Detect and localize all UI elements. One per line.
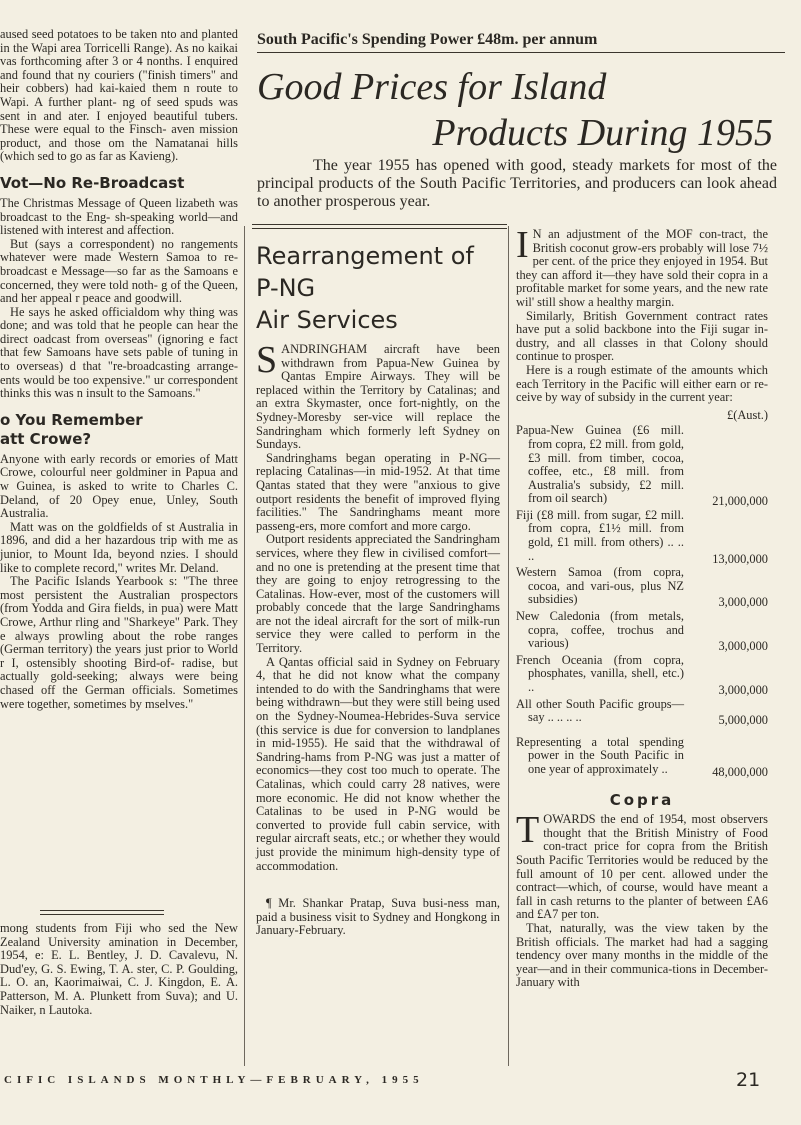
subsidy-row-amount: 3,000,000	[718, 595, 768, 610]
headline-line1: Good Prices for Island	[257, 66, 607, 108]
subsidy-row-label: Fiji (£8 mill. from sugar, £2 mill. from copra, £1½ mill. from gold, £1 mill. from others) .. .. ..	[516, 507, 684, 563]
subsidy-row-label: Papua-New Guinea (£6 mill. from copra, £2 mill. from gold, £3 mill. from timber, cocoa, coffee, etc., £8 mill. from Australia's subsidy, £2 mill. from oil search)	[516, 423, 684, 506]
subsidy-row	[516, 698, 768, 728]
mof-paragraph-2: Similarly, British Government contract rates have put a solid backbone into the Fiji sugar in-dustry, and all classes in that Colony should continue to prosper.	[516, 308, 768, 364]
left-column	[0, 28, 238, 711]
broadcast-paragraph-2: But (says a correspondent) no rangements whatever were made Western Samoa to re-broadcast e Message—so far as the Samoans e concerned, they were told noth- g of the Queen, and her appeal r peace and goodwill.	[0, 236, 238, 306]
middle-column	[256, 339, 500, 938]
right-column	[516, 224, 768, 990]
subsidy-row-amount: 3,000,000	[718, 683, 768, 697]
air-heading-line2: P-NG	[256, 274, 316, 302]
running-title-text: CIFIC ISLANDS MONTHLY—FEBRUARY, 1955	[4, 1074, 424, 1086]
table-unit: £(Aust.)	[727, 407, 768, 422]
subsidy-row-label: New Caledonia (from metals, copra, coffee, trochus and various)	[516, 609, 684, 651]
kicker-text: South Pacific's Spending Power £48m. per annum	[257, 31, 598, 48]
students-block	[0, 922, 238, 1017]
headline	[257, 64, 787, 156]
crowe-paragraph-1: Anyone with early records or emories of Matt Crowe, colourful neer goldminer in Papua and w Guinea, is asked to write to Charles C. Deland, of 20 Opey enue, Unley, South Australia.	[0, 451, 238, 521]
column-divider	[244, 226, 245, 1066]
copra-dropcap: T	[516, 809, 540, 852]
air-paragraph-4: A Qantas official said in Sydney on February 4, that he did not know what the company intended to do with the Sandringhams that were being withdrawn—but they were still being used on the Sydney-Noumea-Hebrides-Suva service (this service is due for conversion to landplanes in mid-1955). He said that the withdrawal of Sandring-hams from P-NG was just a matter of economics—they cost too much to operate. The Catalinas, which could carry 28 natives, were more economic. He did not know whether the Catalinas to be used in P-NG would be converted to provide full cabin service, with regular aircraft seats, etc.; or whether they would just provide the minimum high-density type of accommodation.	[256, 654, 500, 873]
crowe-paragraph-2: Matt was on the goldfields of st Australia in 1896, and did a her hazardous trip with me as junior, to Mount Ida, beyond nzies. I should like to complete record," writes Mr. Deland.	[0, 519, 238, 575]
subsidy-row	[516, 509, 768, 566]
air-heading-line1: Rearrangement of	[256, 242, 474, 270]
page-number: 21	[736, 1069, 761, 1091]
total-row	[516, 736, 768, 780]
total-table	[516, 736, 768, 780]
middle-divider	[508, 226, 509, 1066]
subsidy-row-amount: 13,000,000	[712, 551, 768, 566]
crowe-heading-line2: att Crowe?	[0, 429, 92, 448]
copra-heading: Copra	[609, 790, 675, 809]
header-rule	[257, 52, 785, 53]
mof-paragraph-1: N an adjustment of the MOF con-tract, the British coconut grow-ers probably will lose 7½ per cent. of the price they enjoyed in 1954. But they can afford it—they have sold their copra in a profitable market for some years, and the new rate wil' still show a healthy margin.	[516, 227, 768, 309]
subsidy-row-label: French Oceania (from copra, phosphates, vanilla, shell, etc.) ..	[516, 652, 684, 694]
broadcast-paragraph-3: He says he asked officialdom why thing was done; and was told that he people can hear the direct oadcast from overseas" (ignoring e fact that few Samoans have sets pable of tuning in to overseas) d that "re-broadcasting arrange- ents would be too expensive." ur correspondent thinks this was n insult to the Samoans."	[0, 304, 238, 401]
footer-running-title	[4, 1074, 604, 1086]
left-opening-paragraph: aused seed potatoes to be taken nto and planted in the Wapi area Torricelli Range). As no kaikai vas forthcoming after 3 or 4 nonths. I enquired and found that ny couriers ("finish timers" and heir cobbers) had kai-kaied them n route to Wapi. A further plant- ng of seed spuds was sent in and ater. I enjoyed beautiful tubers. These were equal to the Finsch- aven mission product, and those om the Namatanai hills (which sed to go as far as Kavieng).	[0, 27, 238, 164]
subsidy-row-label: Western Samoa (from copra, cocoa, and vari-ous, plus NZ subsidies)	[516, 565, 684, 607]
copra-paragraph-1: OWARDS the end of 1954, most observers thought that the British Ministry of Food con-tract price for copra from the British South Pacific Territories would be reduced by the full amount of 10 per cent. allowed under the contract—which, of course, would have meant a fall in cash returns to the planter of between £A6 and £A7 per ton.	[516, 812, 768, 922]
header-double-rule	[252, 224, 507, 229]
subsidy-table	[516, 424, 768, 727]
mof-dropcap: I	[516, 224, 529, 266]
air-heading-line3: Air Services	[256, 306, 398, 334]
students-paragraph: mong students from Fiji who sed the New Zealand University amination in December, 1954, e: E. L. Bentley, J. D. Cavalevu, N. Dud'ey, G. S. Ewing, T. A. ster, C. P. Goulding, L. O. an, Kaorimaiwai, C. J. Kingdon, E. A. Patterson, M. A. Plunkett from Suva); and U. Naiker, n Lautoka.	[0, 921, 238, 1017]
subsidy-row	[516, 424, 768, 509]
subsidy-row-amount: 3,000,000	[718, 639, 768, 654]
subsidy-row	[516, 654, 768, 698]
subsidy-row-label: All other South Pacific groups—say .. .. .. ..	[516, 696, 684, 725]
left-column-double-rule	[40, 910, 164, 915]
crowe-heading-line1: o You Remember	[0, 410, 143, 429]
air-paragraph-3: Outport residents appreciated the Sandringham services, where they flew in civilised comfort—and no one is pretending at the present time that they are going to enjoy retrogressing to the Catalinas. How-ever, most of the customers will probably concede that the large Sandringhams are not the ideal aircraft for the sort of milk-run service they were called to perform in the Territory.	[256, 532, 500, 656]
intro-text: The year 1955 has opened with good, steady markets for most of the principal products of the South Pacific Territories, and producers can look ahead to another prosperous year.	[257, 157, 777, 210]
air-paragraph-2: Sandringhams began operating in P-NG—replacing Catalinas—in mid-1952. At that time Qantas stated that they were "anxious to give outport residents the benefit of improved flying facilities." The Sandringhams meant more passeng-ers, more comfort and more cargo.	[256, 450, 500, 533]
air-paragraph-1: ANDRINGHAM aircraft have been withdrawn from Papua-New Guinea by Qantas Empire Airways. They will be replaced within the Territory by Catalinas; and an extra Skymaster, once fort-nightly, on the Sydney-Moresby ser-vice will replace the Sandringham which formerly left Sydney on Sundays.	[256, 342, 500, 452]
intro	[257, 157, 777, 211]
pratap-note: ¶ Mr. Shankar Pratap, Suva busi-ness man, paid a business visit to Sydney and Hongkong in January-February.	[256, 896, 500, 938]
air-services-heading	[256, 240, 506, 336]
total-label: Representing a total spending power in the South Pacific in one year of approximately ..	[516, 734, 684, 776]
air-dropcap: S	[256, 339, 278, 381]
kicker	[257, 30, 793, 49]
mof-paragraph-3: Here is a rough estimate of the amounts which each Territory in the Pacific will either earn or re-ceive by way of subsidy in the current year:	[516, 362, 768, 405]
total-amount: 48,000,000	[712, 764, 768, 779]
copra-paragraph-2: That, naturally, was the view taken by the British officials. The market had had a sagging tendency over many months in the middle of the year—and in their communica-tions in December-January with	[516, 920, 768, 990]
subsidy-row	[516, 610, 768, 654]
subsidy-row-amount: 21,000,000	[712, 494, 768, 509]
subsidy-row	[516, 566, 768, 610]
broadcast-paragraph-1: The Christmas Message of Queen lizabeth was broadcast to the Eng- sh-speaking world—and listened with interest and affection.	[0, 195, 238, 238]
headline-line2: Products During 1955	[432, 112, 773, 154]
subsidy-row-amount: 5,000,000	[718, 713, 768, 728]
broadcast-heading: Vot—No Re-Broadcast	[0, 173, 185, 192]
crowe-paragraph-3: The Pacific Islands Yearbook s: "The three most persistent the Australian prospectors (from Yodda and Gira fields, in pua) were Matt Crowe, Arthur rling and "Sharkeye" Park. They e always prowling about the robe ranges (German territory) the years just prior to World r I, ostensibly shooting Bird-of- radise, but actually gold-seeking; always were being chased off the German officials. Sometimes were together, sometimes by mselves."	[0, 574, 238, 711]
